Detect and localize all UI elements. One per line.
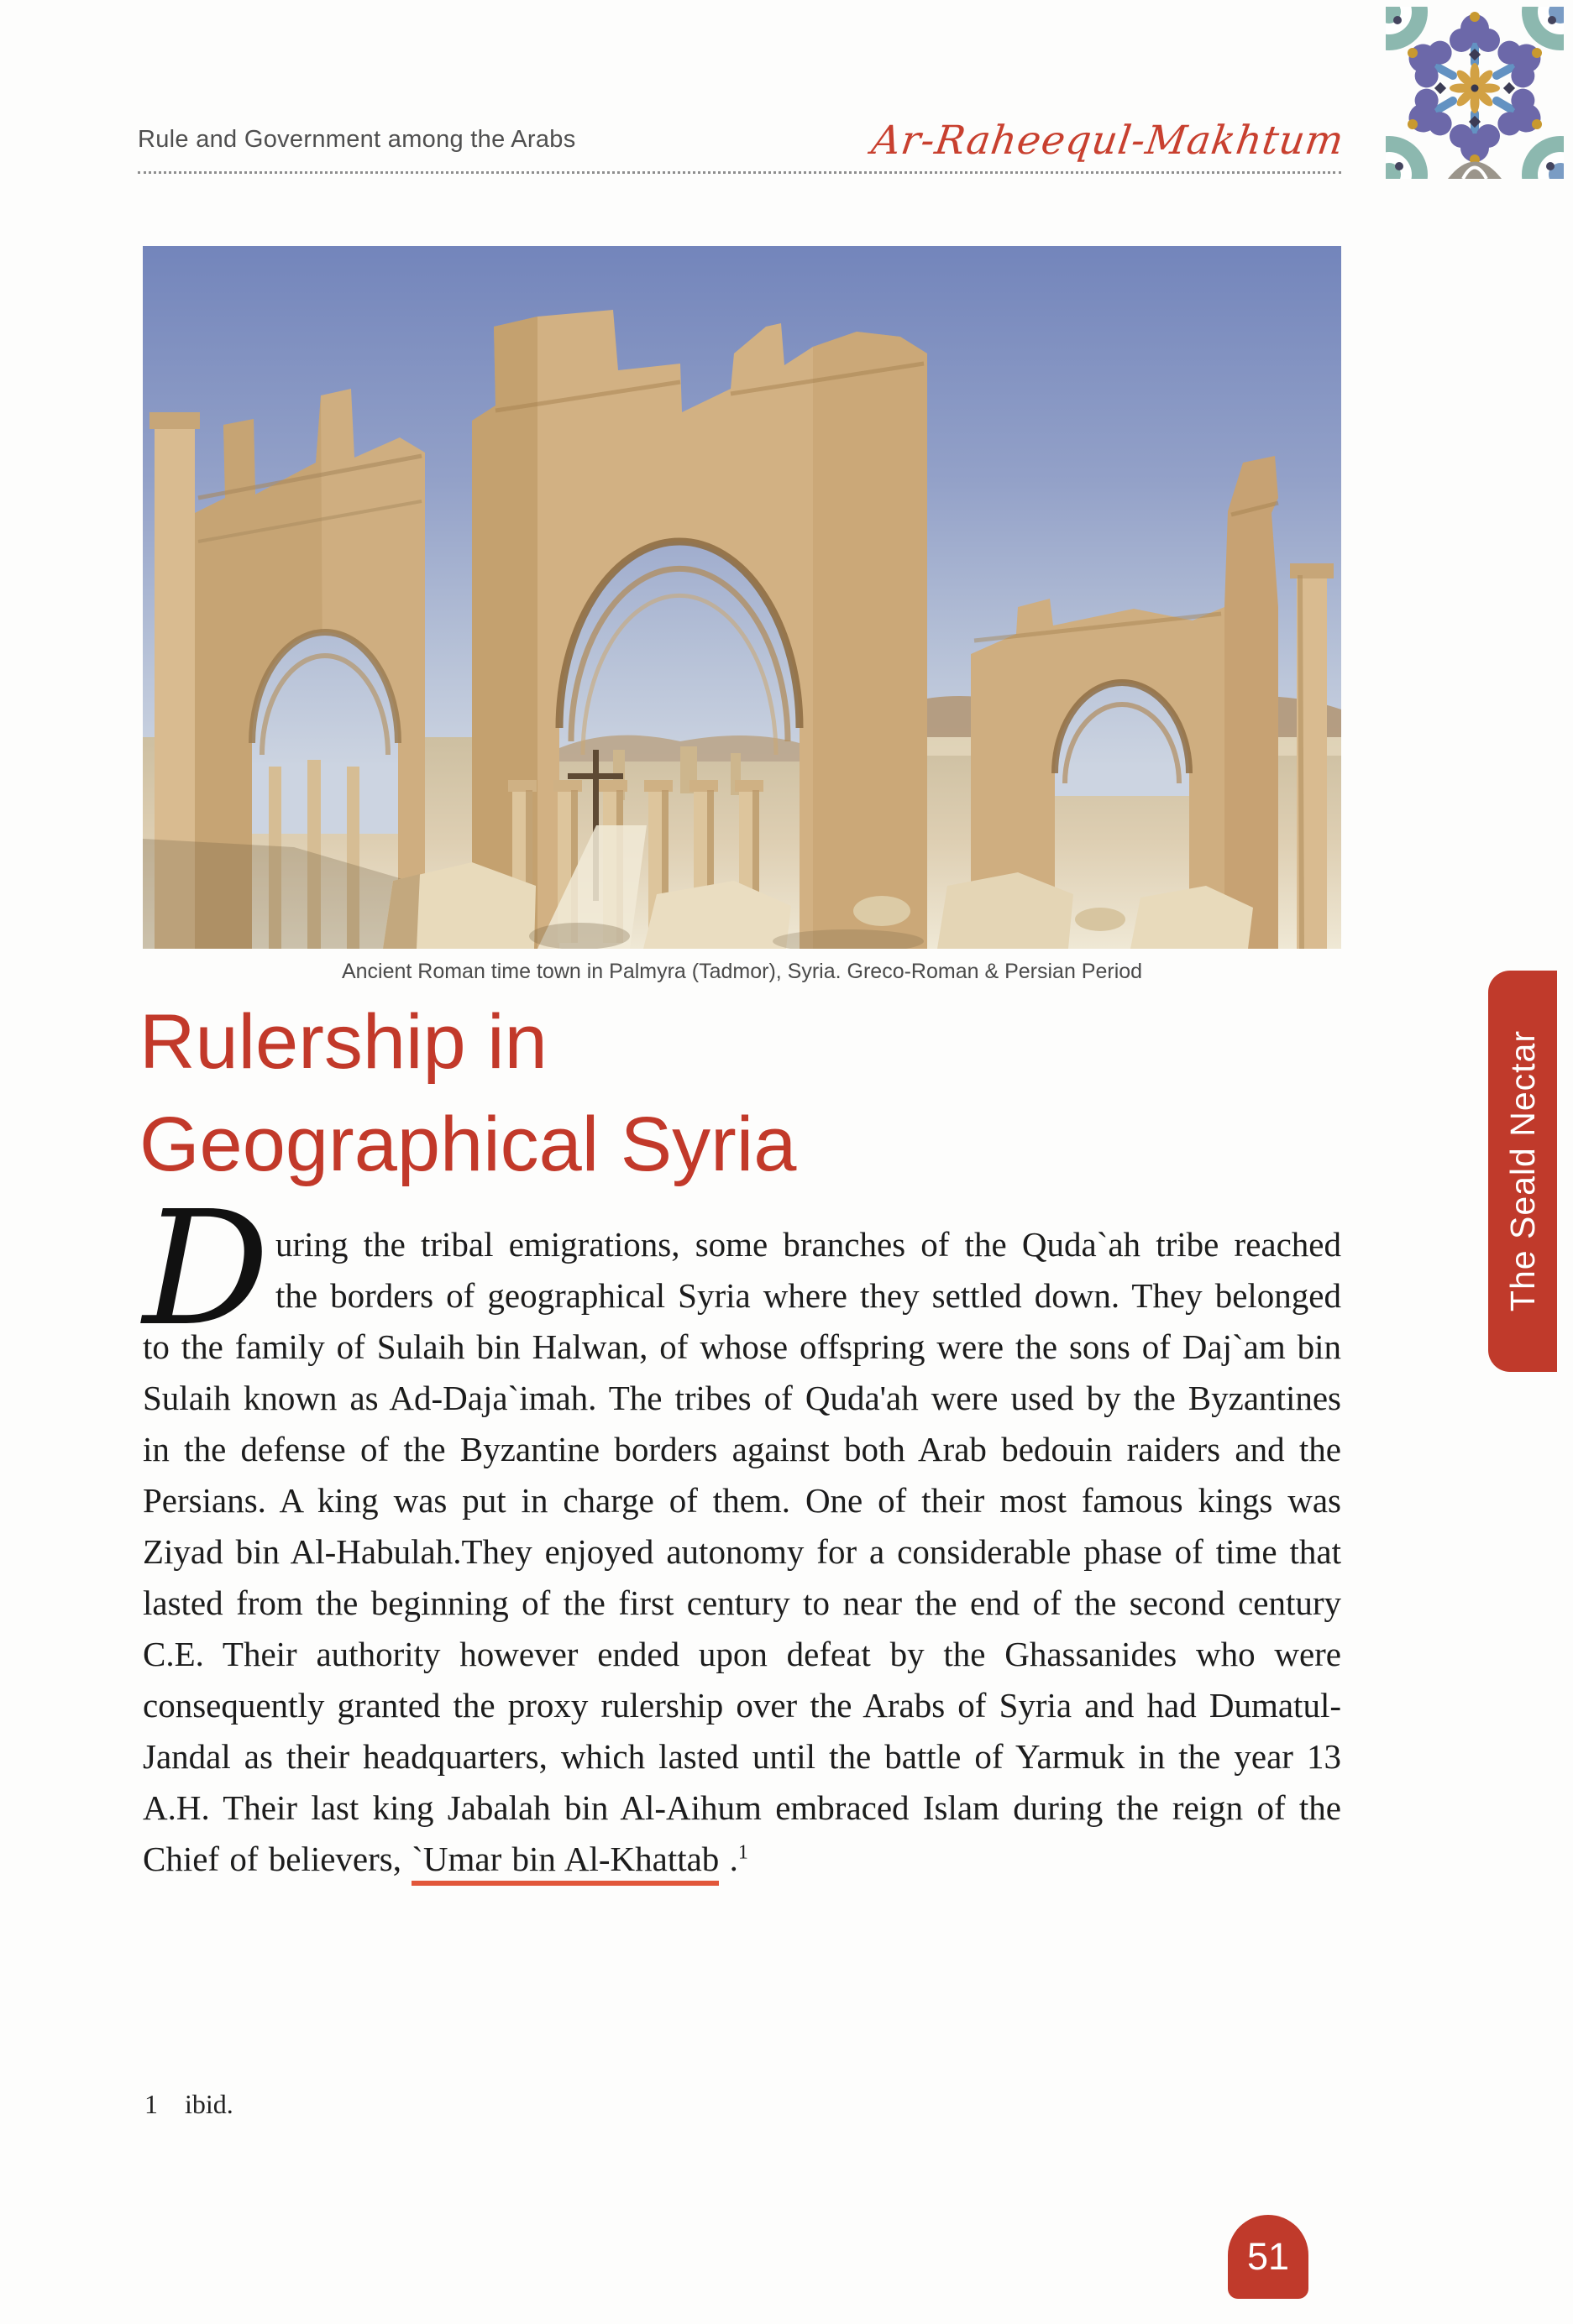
page-number-badge: 51 — [1228, 2215, 1308, 2299]
chapter-title-line1: Rulership in — [139, 999, 548, 1085]
book-title-calligraphy: Ar-Raheequl-Makhtum — [868, 118, 1347, 164]
paragraph-tail: . — [719, 1840, 738, 1878]
chapter-title — [139, 991, 796, 1196]
chapter-title-line2: Geographical Syria — [139, 1102, 797, 1187]
arabesque-ornament-icon — [1386, 7, 1564, 179]
footnote — [144, 2089, 233, 2120]
footnote-text: ibid. — [185, 2089, 233, 2119]
photo-caption: Ancient Roman time town in Palmyra (Tadmor), Syria. Greco-Roman & Persian Period — [341, 960, 1143, 983]
side-tab-label: The Seald Nectar — [1502, 1030, 1542, 1312]
side-tab-seald-nectar — [1488, 971, 1557, 1372]
body-paragraph — [143, 1177, 1341, 1885]
drop-cap: D — [143, 1177, 270, 1361]
paragraph-text: uring the tribal emigrations, some branches of the Quda`ah tribe reached the borders of geographical Syria where they settled down. They belonged to the family of Sulaih bin Halwan, of whose offspring were the sons of Daj`am bin Sulaih known as Ad-Daja`imah. The tribes of Quda'ah were used by the Byzantines in the defense of the Byzantine borders against both Arab bedouin raiders and the Persians. A king was put in charge of them. One of their most famous kings was Ziyad bin Al-Habulah.They enjoyed autonomy for a considerable phase of time that lasted from the beginning of the first century to near the end of the second century C.E. Their authority however ended upon defeat by the Ghassanides who were consequently granted the proxy rulership over the Arabs of Syria and had Dumatul-Jandal as their headquarters, which lasted until the battle of Yarmuk in the year 13 A.H. Their last king Jabalah bin Al-Aihum embraced Islam during the reign of the Chief of believers, — [143, 1225, 1341, 1878]
palmyra-ruins-photo — [143, 246, 1341, 949]
footnote-reference: 1 — [737, 1841, 748, 1864]
running-header-title: Rule and Government among the Arabs — [138, 126, 576, 153]
footnote-number: 1 — [144, 2089, 158, 2119]
underlined-name: `Umar bin Al-Khattab — [412, 1840, 719, 1886]
